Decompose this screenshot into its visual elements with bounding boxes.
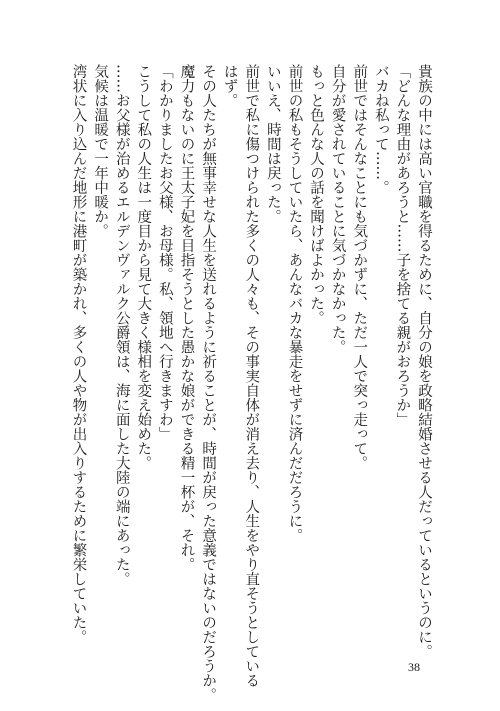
text-line: はず。 <box>221 64 238 108</box>
text-line: 前世の私もそうしていたら、あんなバカな暴走をせずに済んだだろうに。 <box>286 64 303 543</box>
text-line: 魔力もないのに王太子妃を目指そうとした愚かな娘ができる精一杯が、それ。 <box>178 64 195 572</box>
text-line: 前世ではそんなことにも気づかずに、ただ一人で突っ走って。 <box>351 64 368 470</box>
text-line: いいえ、時間は戻った。 <box>264 64 281 224</box>
text-line: 「わかりましたお父様、お母様。私、領地へ行きますわ」 <box>156 64 173 441</box>
text-line: 自分が愛されていることに気づかなかった。 <box>329 64 346 354</box>
text-line: その人たちが無事幸せな人生を送れるように祈ることが、時間が戻った意義ではないのだろうか。 <box>200 64 217 702</box>
text-line: 気候は温暖で一年中暖か。 <box>92 64 109 238</box>
text-line: こうして私の人生は一度目から見て大きく様相を変え始めた。 <box>135 64 152 470</box>
text-line: もっと色んな人の話を聞けばよかった。 <box>308 64 325 325</box>
text-line: 前世で私に傷つけられた多くの人々も、その事実自体が消え去り、人生をやり直そうとしている <box>243 64 260 688</box>
text-line: 「どんな理由があろうと……子を捨てる親がおろうか」 <box>394 64 411 427</box>
text-line: 湾状に入り込んだ地形に港町が築かれ、多くの人や物が出入りするために繁栄していた。 <box>70 64 87 644</box>
text-line: バカね私って……。 <box>372 64 389 195</box>
text-line: 貴族の中には高い官職を得るために、自分の娘を政略結婚させる人だっているというのに。 <box>416 64 432 659</box>
page-number: 38 <box>408 660 420 674</box>
text-line: ……お父様が治めるエルデンヴァルク公爵領は、海に面した大陸の端にあった。 <box>113 64 130 586</box>
